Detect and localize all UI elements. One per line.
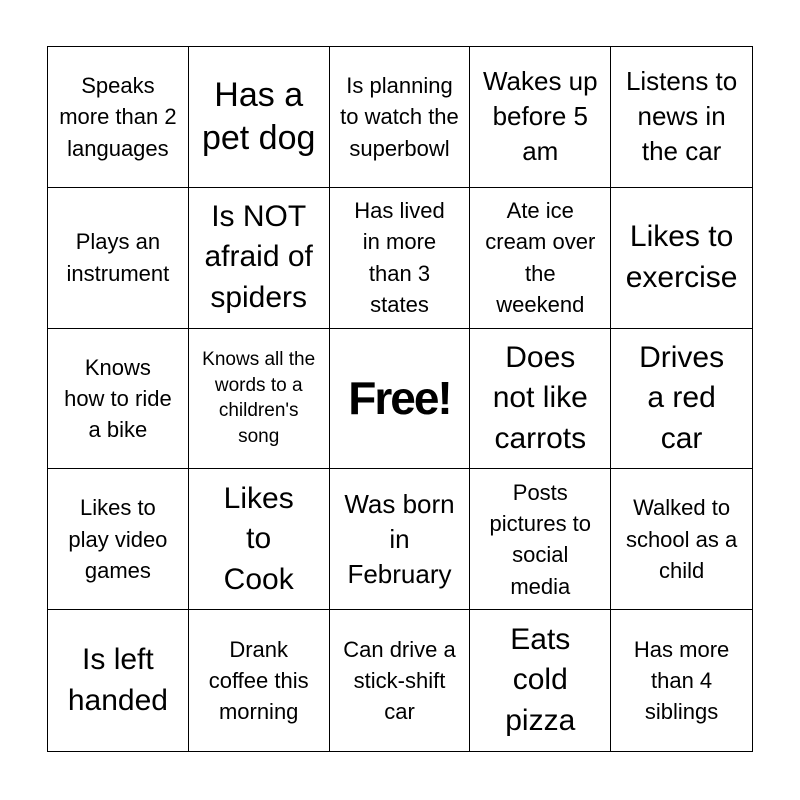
bingo-cell-text: Drives a red car [639,340,725,455]
bingo-cell[interactable] [470,188,611,329]
bingo-cell-text: Wakes up before 5 am [482,66,598,167]
bingo-cell[interactable] [611,47,752,188]
bingo-cell-text: Ate ice cream over the weekend [485,198,596,317]
bingo-cell-text: Walked to school as a child [625,495,738,583]
bingo-cell-text: Is left handed [67,643,168,717]
bingo-cell-text: Posts pictures to social media [489,479,592,599]
bingo-cell-text: Likes to exercise [625,220,738,294]
bingo-cell-text: Has lived in more than 3 states [354,198,445,317]
bingo-cell[interactable] [189,188,330,329]
bingo-cell[interactable] [611,469,752,610]
bingo-cell[interactable] [330,469,471,610]
bingo-cell-text: Eats cold pizza [505,622,576,737]
bingo-cell[interactable] [611,329,752,470]
bingo-cell[interactable] [48,329,189,470]
bingo-cell[interactable] [330,47,471,188]
bingo-cell[interactable] [470,610,611,751]
bingo-cell-text: Knows how to ride a bike [64,354,172,443]
bingo-cell[interactable] [470,329,611,470]
bingo-cell[interactable] [48,469,189,610]
bingo-cell[interactable] [189,469,330,610]
bingo-cell[interactable] [330,188,471,329]
bingo-cell[interactable] [611,610,752,751]
bingo-cell-text: Has more than 4 siblings [633,636,730,725]
bingo-cell-text: Speaks more than 2 languages [59,73,177,161]
bingo-cell[interactable] [470,469,611,610]
bingo-cell-text: Can drive a stick-shift car [343,636,456,725]
bingo-cell-text: Was born in February [344,488,455,589]
bingo-cell-text: Has a pet dog [201,75,316,157]
bingo-cell[interactable] [189,610,330,751]
bingo-cell[interactable] [189,329,330,470]
bingo-cell-text: Drank coffee this morning [208,636,309,725]
bingo-cell-text: Knows all the words to a children's song [202,349,316,448]
bingo-cell-text: Likes to play video games [68,495,168,583]
bingo-cell[interactable] [611,188,752,329]
bingo-cell[interactable] [470,47,611,188]
bingo-cell-text: Likes to Cook [223,481,294,596]
bingo-cell-text: Is NOT afraid of spiders [204,199,313,314]
bingo-cell[interactable] [330,610,471,751]
free-space-text: Free! [348,372,451,425]
bingo-cell[interactable] [189,47,330,188]
bingo-cell-text: Listens to news in the car [625,66,738,167]
free-space[interactable] [330,329,471,470]
bingo-cell-text: Is planning to watch the superbowl [340,73,459,161]
bingo-cell-text: Plays an instrument [66,229,170,286]
bingo-cell[interactable] [48,610,189,751]
bingo-cell[interactable] [48,188,189,329]
bingo-cell-text: Does not like carrots [492,340,588,455]
bingo-card [47,46,753,752]
bingo-cell[interactable] [48,47,189,188]
